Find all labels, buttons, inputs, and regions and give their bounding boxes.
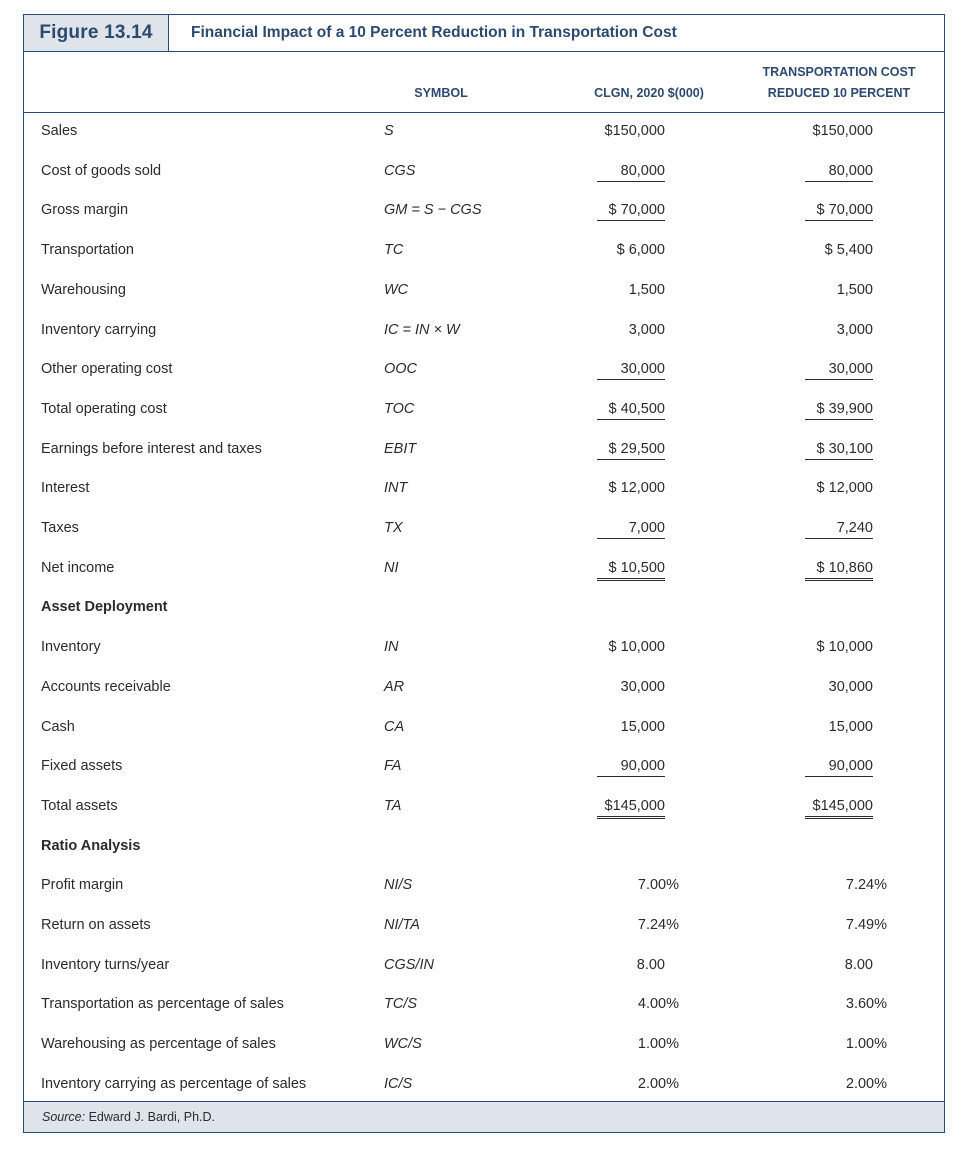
value-clgn-2020: $145,000	[597, 796, 665, 819]
table-row	[24, 549, 944, 589]
figure-title: Financial Impact of a 10 Percent Reduction in Transportation Cost	[191, 24, 677, 41]
value-clgn-2020: $ 40,500	[597, 399, 665, 420]
row-label: Inventory turns/year	[41, 956, 170, 973]
table-row	[24, 469, 944, 509]
row-symbol: GM = S − CGS	[384, 202, 482, 219]
row-symbol: NI	[384, 559, 399, 576]
row-symbol: TC/S	[384, 996, 418, 1013]
row-symbol: NI/TA	[384, 917, 420, 933]
table-row	[24, 430, 944, 470]
row-symbol: OOC	[384, 361, 418, 378]
value-clgn-2020: $ 10,000	[608, 639, 665, 656]
row-label: Other operating cost	[41, 361, 173, 378]
value-reduced-10-percent: 3,000	[836, 321, 873, 338]
table-row	[24, 271, 944, 311]
value-reduced-10-percent: $ 30,100	[805, 439, 873, 460]
table-row	[24, 231, 944, 271]
row-symbol: IC/S	[384, 1075, 413, 1092]
row-symbol: WC/S	[384, 1036, 422, 1053]
section-heading: Asset Deployment	[41, 599, 168, 616]
row-label: Inventory carrying	[41, 321, 157, 338]
value-clgn-2020: $ 70,000	[597, 200, 665, 221]
row-symbol: WC	[384, 281, 409, 298]
value-clgn-2020: 2.00%	[637, 1075, 679, 1092]
table-row	[24, 152, 944, 192]
table-row	[24, 1025, 944, 1065]
table-row	[24, 866, 944, 906]
value-reduced-10-percent: 7.49%	[845, 917, 887, 933]
value-clgn-2020: 15,000	[620, 718, 665, 735]
table-row	[24, 985, 944, 1025]
table-row	[24, 708, 944, 748]
row-label: Net income	[41, 559, 115, 576]
value-clgn-2020: 30,000	[620, 678, 665, 695]
row-label: Inventory	[41, 639, 101, 656]
table-row	[24, 787, 944, 827]
row-symbol: AR	[384, 678, 405, 695]
row-label: Transportation	[41, 242, 134, 259]
table-row	[24, 191, 944, 231]
value-clgn-2020: $ 12,000	[608, 480, 665, 497]
section-row	[24, 588, 944, 628]
value-clgn-2020: $150,000	[604, 123, 665, 139]
row-label: Accounts receivable	[41, 678, 171, 695]
value-reduced-10-percent: 15,000	[828, 718, 873, 735]
row-symbol: CA	[384, 718, 405, 735]
table-row	[24, 906, 944, 946]
row-label: Cost of goods sold	[41, 162, 162, 179]
value-reduced-10-percent: $ 39,900	[805, 399, 873, 420]
value-clgn-2020: 1.00%	[637, 1036, 679, 1053]
value-clgn-2020: 4.00%	[637, 996, 679, 1013]
row-label: Fixed assets	[41, 758, 123, 775]
value-reduced-10-percent: $150,000	[812, 123, 873, 139]
row-symbol: IC = IN × W	[384, 321, 460, 338]
value-reduced-10-percent: 80,000	[805, 161, 873, 182]
value-clgn-2020: $ 10,500	[597, 558, 665, 581]
value-reduced-10-percent: $ 70,000	[805, 200, 873, 221]
section-row	[24, 827, 944, 867]
value-reduced-10-percent: 8.00	[844, 956, 873, 973]
value-clgn-2020: $ 6,000	[616, 242, 665, 259]
value-reduced-10-percent: 90,000	[805, 756, 873, 777]
table-row	[24, 509, 944, 549]
column-header-symbol: SYMBOL	[414, 86, 468, 100]
row-label: Total assets	[41, 797, 118, 814]
column-header-row	[24, 51, 944, 113]
column-header-reduced-line1: TRANSPORTATION COST	[762, 65, 916, 79]
row-symbol: INT	[384, 480, 408, 497]
table-row	[24, 350, 944, 390]
row-symbol: CGS	[384, 162, 416, 179]
figure-footer	[24, 1101, 944, 1132]
value-clgn-2020: 3,000	[628, 321, 665, 338]
table-row	[24, 946, 944, 986]
row-label: Cash	[41, 718, 75, 735]
row-label: Inventory carrying as percentage of sales	[41, 1075, 307, 1092]
row-symbol: TX	[384, 520, 403, 536]
table-row	[24, 1065, 944, 1105]
value-clgn-2020: $ 29,500	[597, 439, 665, 460]
row-label: Sales	[41, 123, 78, 139]
value-reduced-10-percent: 3.60%	[845, 996, 887, 1013]
row-symbol: TC	[384, 242, 404, 259]
row-label: Interest	[41, 480, 90, 497]
row-label: Warehousing	[41, 281, 126, 298]
row-symbol: TA	[384, 797, 402, 814]
value-reduced-10-percent: 7.24%	[845, 877, 887, 894]
source-text: Edward J. Bardi, Ph.D.	[85, 1110, 216, 1124]
row-symbol: S	[384, 123, 394, 139]
row-label: Transportation as percentage of sales	[41, 996, 284, 1013]
row-label: Profit margin	[41, 877, 124, 894]
value-clgn-2020: 8.00	[636, 956, 665, 973]
value-reduced-10-percent: 2.00%	[845, 1075, 887, 1092]
column-header-reduced-line2: REDUCED 10 PERCENT	[767, 86, 911, 100]
row-label: Total operating cost	[41, 400, 167, 417]
figure-frame	[23, 14, 945, 1133]
value-reduced-10-percent: $ 12,000	[816, 480, 873, 497]
row-symbol: IN	[384, 639, 399, 656]
table-row	[24, 668, 944, 708]
table-row	[24, 390, 944, 430]
section-heading: Ratio Analysis	[41, 837, 141, 854]
value-clgn-2020: 1,500	[628, 281, 665, 298]
value-reduced-10-percent: $ 10,000	[816, 639, 873, 656]
row-symbol: FA	[384, 758, 402, 775]
value-clgn-2020: 7,000	[597, 518, 665, 539]
value-clgn-2020: 80,000	[597, 161, 665, 182]
value-clgn-2020: 30,000	[597, 359, 665, 380]
value-reduced-10-percent: 7,240	[805, 518, 873, 539]
value-reduced-10-percent: $145,000	[805, 796, 873, 819]
row-symbol: EBIT	[384, 440, 417, 457]
row-symbol: CGS/IN	[384, 956, 434, 973]
row-label: Gross margin	[41, 202, 129, 219]
row-label: Return on assets	[41, 917, 151, 933]
source-note	[42, 1102, 215, 1132]
value-reduced-10-percent: 1,500	[836, 281, 873, 298]
row-symbol: NI/S	[384, 877, 413, 894]
value-clgn-2020: 90,000	[597, 756, 665, 777]
row-label: Taxes	[41, 520, 79, 536]
value-reduced-10-percent: 30,000	[805, 359, 873, 380]
figure-header	[24, 15, 944, 52]
value-clgn-2020: 7.24%	[637, 917, 679, 933]
value-clgn-2020: 7.00%	[637, 877, 679, 894]
table-row	[24, 311, 944, 351]
table-row	[24, 112, 944, 152]
value-reduced-10-percent: 30,000	[828, 678, 873, 695]
value-reduced-10-percent: 1.00%	[845, 1036, 887, 1053]
row-label: Warehousing as percentage of sales	[41, 1036, 276, 1053]
source-label: Source:	[42, 1110, 86, 1124]
row-symbol: TOC	[384, 400, 415, 417]
column-header-clgn-2020: CLGN, 2020 $(000)	[594, 86, 704, 100]
row-label: Earnings before interest and taxes	[41, 440, 262, 457]
table-row	[24, 628, 944, 668]
value-reduced-10-percent: $ 10,860	[805, 558, 873, 581]
table-row	[24, 747, 944, 787]
value-reduced-10-percent: $ 5,400	[824, 242, 873, 259]
figure-label: Figure 13.14	[24, 15, 169, 51]
